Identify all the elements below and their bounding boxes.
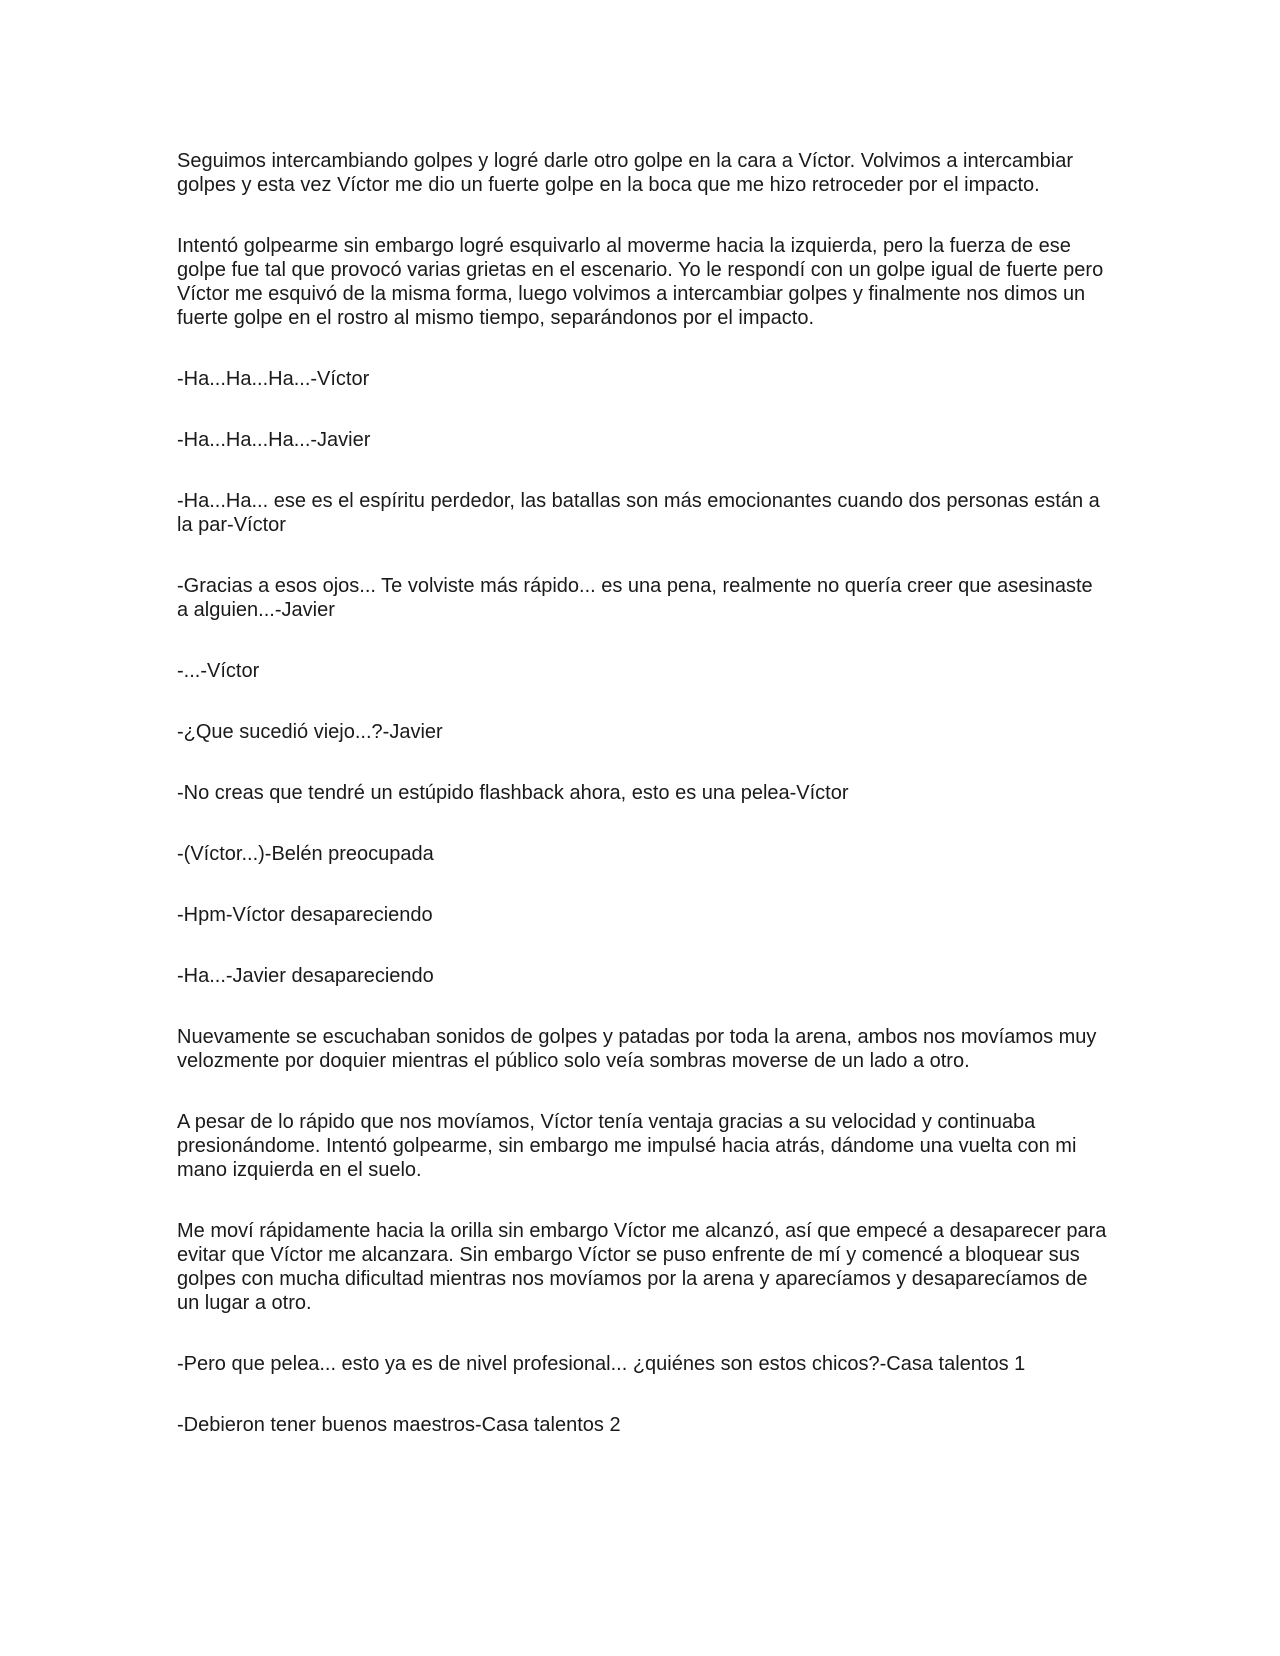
dialogue-line: -...-Víctor [177,660,260,682]
paragraph: A pesar de lo rápido que nos movíamos, Víctor tenía ventaja gracias a su velocidad y continuaba presionándome. Intentó golpearme, sin embargo me impulsé hacia atrás, dándome una vuelta con mi mano izquierda en el suelo. [177,1111,1077,1181]
dialogue-line: -Ha...-Javier desapareciendo [177,965,434,987]
dialogue-line: -No creas que tendré un estúpido flashback ahora, esto es una pelea-Víctor [177,782,849,804]
dialogue-line: -Ha...Ha... ese es el espíritu perdedor, las batallas son más emocionantes cuando dos personas están a la par-Víctor [177,490,1100,536]
dialogue-line: -(Víctor...)-Belén preocupada [177,843,434,865]
paragraph: Me moví rápidamente hacia la orilla sin embargo Víctor me alcanzó, así que empecé a desaparecer para evitar que Víctor me alcanzara. Sin embargo Víctor se puso enfrente de mí y comencé a bloquear sus golpes con mucha dificultad mientras nos movíamos por la arena y aparecíamos y desaparecíamos de un lugar a otro. [177,1220,1107,1314]
dialogue-line: -¿Que sucedió viejo...?-Javier [177,721,443,743]
dialogue-line: -Ha...Ha...Ha...-Javier [177,429,371,451]
document-body [177,149,1107,1474]
dialogue-line: -Hpm-Víctor desapareciendo [177,904,433,926]
dialogue-line: -Debieron tener buenos maestros-Casa talentos 2 [177,1414,621,1436]
paragraph: Seguimos intercambiando golpes y logré darle otro golpe en la cara a Víctor. Volvimos a intercambiar golpes y esta vez Víctor me dio un fuerte golpe en la boca que me hizo retroceder por el impacto. [177,150,1074,196]
dialogue-line: -Pero que pelea... esto ya es de nivel profesional... ¿quiénes son estos chicos?-Casa talentos 1 [177,1353,1026,1375]
paragraph: Nuevamente se escuchaban sonidos de golpes y patadas por toda la arena, ambos nos movíamos muy velozmente por doquier mientras el público solo veía sombras moverse de un lado a otro. [177,1026,1097,1072]
paragraph: Intentó golpearme sin embargo logré esquivarlo al moverme hacia la izquierda, pero la fuerza de ese golpe fue tal que provocó varias grietas en el escenario. Yo le respondí con un golpe igual de fuerte pero Víctor me esquivó de la misma forma, luego volvimos a intercambiar golpes y finalmente nos dimos un fuerte golpe en el rostro al mismo tiempo, separándonos por el impacto. [177,235,1104,329]
dialogue-line: -Ha...Ha...Ha...-Víctor [177,368,370,390]
dialogue-line: -Gracias a esos ojos... Te volviste más rápido... es una pena, realmente no quería creer que asesinaste a alguien...-Javier [177,575,1093,621]
